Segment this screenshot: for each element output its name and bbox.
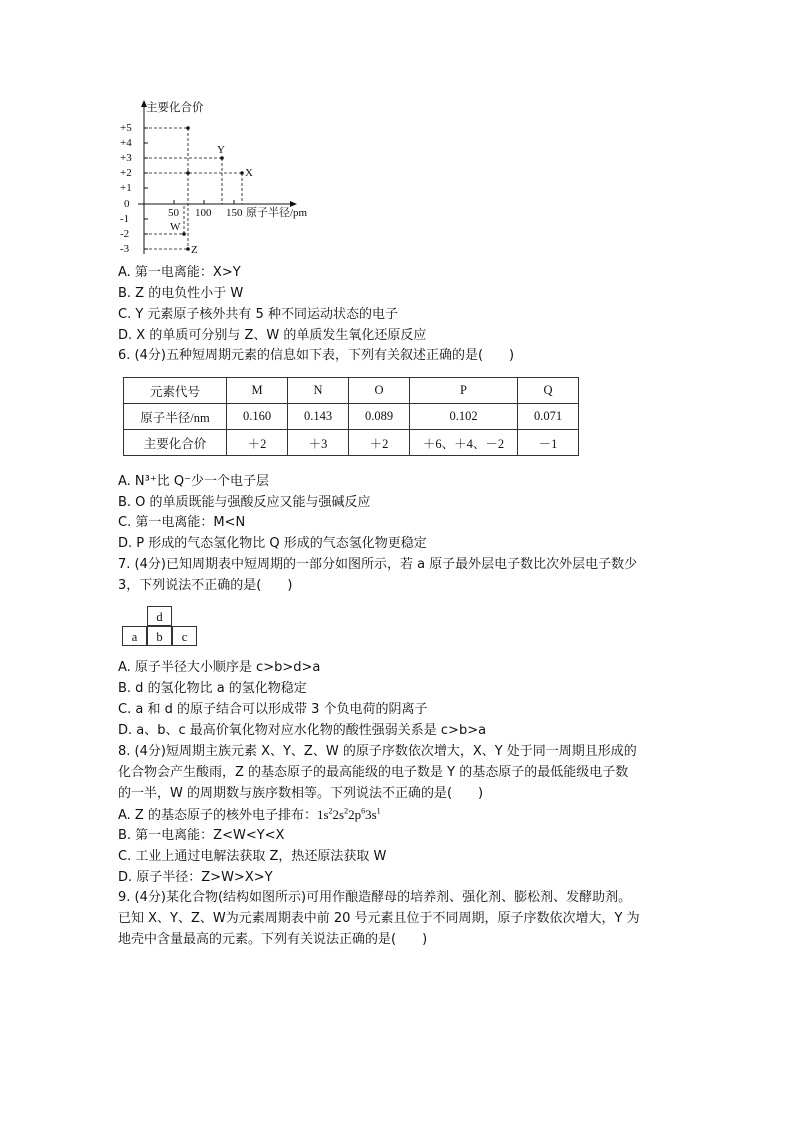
x-tick-label: 150 bbox=[226, 207, 243, 219]
q5-option-b: B. Z 的电负性小于 W bbox=[118, 286, 244, 301]
table-cell: 0.071 bbox=[518, 404, 579, 430]
y-tick-label: -3 bbox=[120, 243, 130, 255]
q7-stem-line1: 7. (4分)已知周期表中短周期的一部分如图所示，若 a 原子最外层电子数比次外层电子数少 bbox=[118, 557, 638, 572]
table-row bbox=[124, 430, 579, 456]
data-point bbox=[186, 171, 190, 175]
electron-config: $1s^22s^22p^63s^1$ bbox=[316, 806, 381, 822]
q8-option-c: C. 工业上通过电解法获取 Z，热还原法获取 W bbox=[118, 849, 387, 864]
q5-option-d: D. X 的单质可分别与 Z、W 的单质发生氧化还原反应 bbox=[118, 328, 427, 343]
q8-option-a-text: A. Z 的基态原子的核外电子排布： bbox=[118, 808, 317, 823]
data-point bbox=[186, 126, 190, 130]
table-cell: Q bbox=[518, 378, 579, 404]
table-cell: ＋6、＋4、－2 bbox=[410, 430, 518, 456]
y-axis-title: 主要化合价 bbox=[146, 102, 204, 114]
table-cell: O bbox=[349, 378, 410, 404]
table-cell: 0.160 bbox=[227, 404, 288, 430]
q6-stem: 6. (4分)五种短周期元素的信息如下表，下列有关叙述正确的是( ) bbox=[118, 348, 515, 363]
q7-option-b: B. d 的氢化物比 a 的氢化物稳定 bbox=[118, 681, 307, 696]
q7-option-d: D. a、b、c 最高价氧化物对应水化物的酸性强弱关系是 c>b>a bbox=[118, 723, 487, 738]
q8-stem-line3: 的一半，W 的周期数与族序数相等。下列说法不正确的是( ) bbox=[118, 786, 484, 801]
x-tick-label: 50 bbox=[168, 207, 179, 219]
y-tick-labels bbox=[120, 122, 132, 255]
q5-option-a: A. 第一电离能：X>Y bbox=[118, 265, 241, 280]
data-point-x bbox=[240, 171, 244, 175]
q8-option-a bbox=[118, 806, 381, 825]
q9-stem-line2: 已知 X、Y、Z、W为元素周期表中前 20 号元素且位于不同周期，原子序数依次增大，Y 为 bbox=[118, 911, 640, 926]
table-cell: M bbox=[227, 378, 288, 404]
data-point-z bbox=[186, 247, 190, 251]
q7-stem-line2: 3，下列说法不正确的是( ) bbox=[118, 578, 293, 593]
q6-option-a: A. N³⁺比 Q⁻少一个电子层 bbox=[118, 474, 269, 489]
table-cell: 0.102 bbox=[410, 404, 518, 430]
q9-stem-line3: 地壳中含量最高的元素。下列有关说法正确的是( ) bbox=[118, 932, 428, 947]
table-row bbox=[124, 378, 579, 404]
table-row bbox=[124, 404, 579, 430]
x-axis-title: 原子半径/pm bbox=[246, 207, 308, 219]
element-info-table bbox=[123, 377, 579, 456]
data-point-w bbox=[182, 232, 186, 236]
periodic-table-fragment bbox=[122, 606, 202, 648]
y-tick-label: +5 bbox=[120, 122, 132, 134]
table-cell: 元素代号 bbox=[124, 378, 227, 404]
y-tick-label: +4 bbox=[120, 137, 132, 149]
y-tick-label: -2 bbox=[120, 228, 130, 240]
data-point-y bbox=[220, 156, 224, 160]
label-w: W bbox=[170, 221, 181, 233]
q6-option-d: D. P 形成的气态氢化物比 Q 形成的气态氢化物更稳定 bbox=[118, 536, 427, 551]
label-y: Y bbox=[217, 144, 225, 156]
x-tick-label: 100 bbox=[195, 207, 212, 219]
cell-a: a bbox=[122, 626, 147, 646]
y-tick-label: 0 bbox=[124, 198, 130, 210]
q8-stem-line1: 8. (4分)短周期主族元素 X、Y、Z、W 的原子序数依次增大，X、Y 处于同一周期且形成的 bbox=[118, 744, 637, 759]
q8-option-b: B. 第一电离能：Z<W<Y<X bbox=[118, 828, 285, 843]
q7-option-c: C. a 和 d 的原子结合可以形成带 3 个负电荷的阴离子 bbox=[118, 702, 428, 717]
q7-option-a: A. 原子半径大小顺序是 c>b>d>a bbox=[118, 660, 321, 675]
valence-radius-graph bbox=[118, 96, 338, 258]
q8-option-d: D. 原子半径：Z>W>X>Y bbox=[118, 870, 273, 885]
table-cell: N bbox=[288, 378, 349, 404]
q5-option-c: C. Y 元素原子核外共有 5 种不同运动状态的电子 bbox=[118, 307, 398, 322]
table-cell: ＋3 bbox=[288, 430, 349, 456]
table-cell: 0.143 bbox=[288, 404, 349, 430]
label-x: X bbox=[245, 167, 253, 179]
y-tick-label: +3 bbox=[120, 152, 132, 164]
label-z: Z bbox=[191, 244, 198, 256]
y-tick-label: +2 bbox=[120, 167, 132, 179]
table-cell: P bbox=[410, 378, 518, 404]
table-cell: ＋2 bbox=[227, 430, 288, 456]
cell-d: d bbox=[147, 606, 172, 626]
q8-stem-line2: 化合物会产生酸雨，Z 的基态原子的最高能级的电子数是 Y 的基态原子的最低能级电子数 bbox=[118, 765, 629, 780]
q6-option-b: B. O 的单质既能与强酸反应又能与强碱反应 bbox=[118, 495, 371, 510]
q9-stem-line1: 9. (4分)某化合物(结构如图所示)可用作酿造酵母的培养剂、强化剂、膨松剂、发酵助剂。 bbox=[118, 890, 632, 905]
y-tick-label: +1 bbox=[120, 182, 132, 194]
table-cell: ＋2 bbox=[349, 430, 410, 456]
table-cell: －1 bbox=[518, 430, 579, 456]
table-cell: 0.089 bbox=[349, 404, 410, 430]
q6-option-c: C. 第一电离能：M<N bbox=[118, 515, 246, 530]
table-cell: 主要化合价 bbox=[124, 430, 227, 456]
table-cell: 原子半径/nm bbox=[124, 404, 227, 430]
cell-c: c bbox=[172, 626, 197, 646]
y-tick-label: -1 bbox=[120, 213, 130, 225]
cell-b: b bbox=[147, 626, 172, 646]
